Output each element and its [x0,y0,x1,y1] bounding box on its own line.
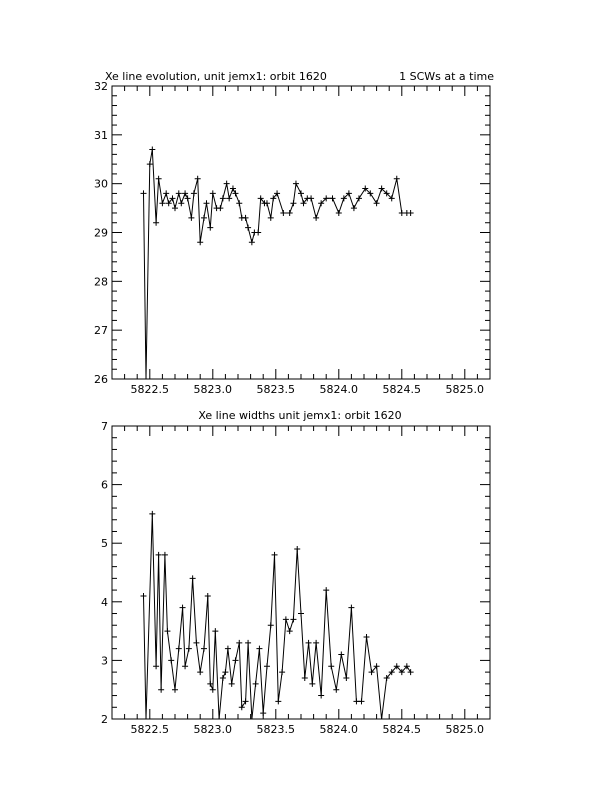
y-tick-label: 2 [101,713,108,726]
data-point [193,640,199,646]
y-tick-labels [94,80,108,386]
data-point [338,652,344,658]
data-series [141,146,414,382]
axis-ticks [112,86,490,379]
data-point [306,640,312,646]
data-point [374,200,380,206]
data-point [260,710,266,716]
data-point [156,176,162,182]
data-point [178,200,184,206]
data-point [243,698,249,704]
data-point [298,190,304,196]
data-point [197,239,203,245]
data-point [239,704,245,710]
data-point [245,225,251,231]
chart-title: Xe line evolution, unit jemx1: orbit 1620 [105,70,327,83]
plot-frame [112,86,490,379]
data-point [280,210,286,216]
data-point [264,663,270,669]
x-tick-labels [131,383,485,396]
data-point [255,230,261,236]
data-point [186,646,192,652]
data-point [212,628,218,634]
x-tick-label: 5823.5 [256,383,296,396]
data-point [268,215,274,221]
x-tick-label: 5822.5 [130,723,170,736]
series-line [144,150,411,380]
x-tick-label: 5823.0 [193,723,233,736]
data-point [217,205,223,211]
data-point [216,716,222,722]
x-tick-labels [131,723,485,736]
data-point [207,225,213,231]
x-tick-label: 5822.5 [130,383,170,396]
x-tick-label: 5824.0 [319,723,359,736]
y-tick-label: 6 [101,478,108,492]
data-point [172,687,178,693]
data-point [224,181,230,187]
y-tick-label: 7 [101,420,108,433]
data-point [210,190,216,196]
x-tick-label: 5824.5 [382,723,422,736]
y-tick-label: 26 [94,373,108,386]
data-point [162,552,168,558]
data-point [253,681,259,687]
data-point [201,215,207,221]
y-tick-label: 5 [101,537,108,551]
data-point [195,176,201,182]
data-point [287,628,293,634]
data-point [176,190,182,196]
data-point [256,646,262,652]
data-point [279,669,285,675]
data-point [168,657,174,663]
data-point [313,640,319,646]
data-point [283,616,289,622]
data-point [207,681,213,687]
data-point [205,593,211,599]
data-point [348,605,354,611]
data-point [176,646,182,652]
x-tick-label: 5825.0 [445,723,485,736]
x-tick-label: 5824.0 [319,383,359,396]
y-tick-labels [101,420,108,726]
data-point [290,616,296,622]
data-point [394,176,400,182]
data-point [309,681,315,687]
data-point [330,195,336,201]
data-point [190,575,196,581]
data-point [229,681,235,687]
data-point [143,716,149,722]
data-point [226,195,232,201]
data-point [356,195,362,201]
chart-title: Xe line widths unit jemx1: orbit 1620 [198,409,402,422]
data-point [182,663,188,669]
x-tick-label: 5825.0 [445,383,485,396]
y-tick-label: 4 [101,595,108,609]
y-tick-label: 28 [94,275,108,289]
data-point [249,716,255,722]
data-point [243,215,249,221]
data-point [328,663,334,669]
data-point [153,220,159,226]
data-point [336,210,342,216]
data-point [141,190,147,196]
y-tick-label: 27 [94,324,108,338]
data-point [308,195,314,201]
data-point [222,669,228,675]
data-point [275,698,281,704]
axis-ticks [112,426,490,719]
data-point [236,640,242,646]
xe-line-evolution-chart [94,70,494,396]
data-point [141,593,147,599]
data-point [147,161,153,167]
data-point [318,693,324,699]
data-point [298,611,304,617]
data-point [293,181,299,187]
chart-annotation: 1 SCWs at a time [399,70,494,83]
data-point [158,687,164,693]
data-point [358,698,364,704]
data-point [408,210,414,216]
data-point [245,640,251,646]
data-point [210,687,216,693]
xe-line-widths-chart [101,409,490,736]
data-point [236,200,242,206]
series-line [144,514,411,719]
y-tick-label: 29 [94,226,108,240]
data-series [141,511,414,722]
data-point [204,200,210,206]
data-point [343,675,349,681]
x-tick-label: 5823.0 [193,383,233,396]
data-point [302,675,308,681]
data-point [191,190,197,196]
data-point [149,146,155,152]
data-point [272,552,278,558]
data-point [232,657,238,663]
data-point [408,669,414,675]
data-point [379,716,385,722]
data-point [163,190,169,196]
data-point [268,622,274,628]
data-point [313,215,319,221]
y-tick-label: 32 [94,80,108,93]
data-point [149,511,155,517]
x-tick-label: 5823.5 [256,723,296,736]
data-point [172,205,178,211]
data-point [290,200,296,206]
plot-frame [112,426,490,719]
data-point [351,205,357,211]
data-point [153,663,159,669]
x-tick-label: 5824.5 [382,383,422,396]
data-point [143,376,149,382]
data-point [180,605,186,611]
y-tick-label: 31 [94,128,108,142]
y-tick-label: 30 [94,177,108,191]
data-point [164,628,170,634]
data-point [220,675,226,681]
data-point [201,646,207,652]
data-point [333,687,339,693]
data-point [197,669,203,675]
data-point [225,646,231,652]
data-point [364,634,370,640]
data-point [323,587,329,593]
data-point [287,210,293,216]
data-point [188,215,194,221]
data-point [249,239,255,245]
data-point [156,552,162,558]
data-point [294,546,300,552]
y-tick-label: 3 [101,654,108,668]
data-point [220,195,226,201]
data-point [159,200,165,206]
